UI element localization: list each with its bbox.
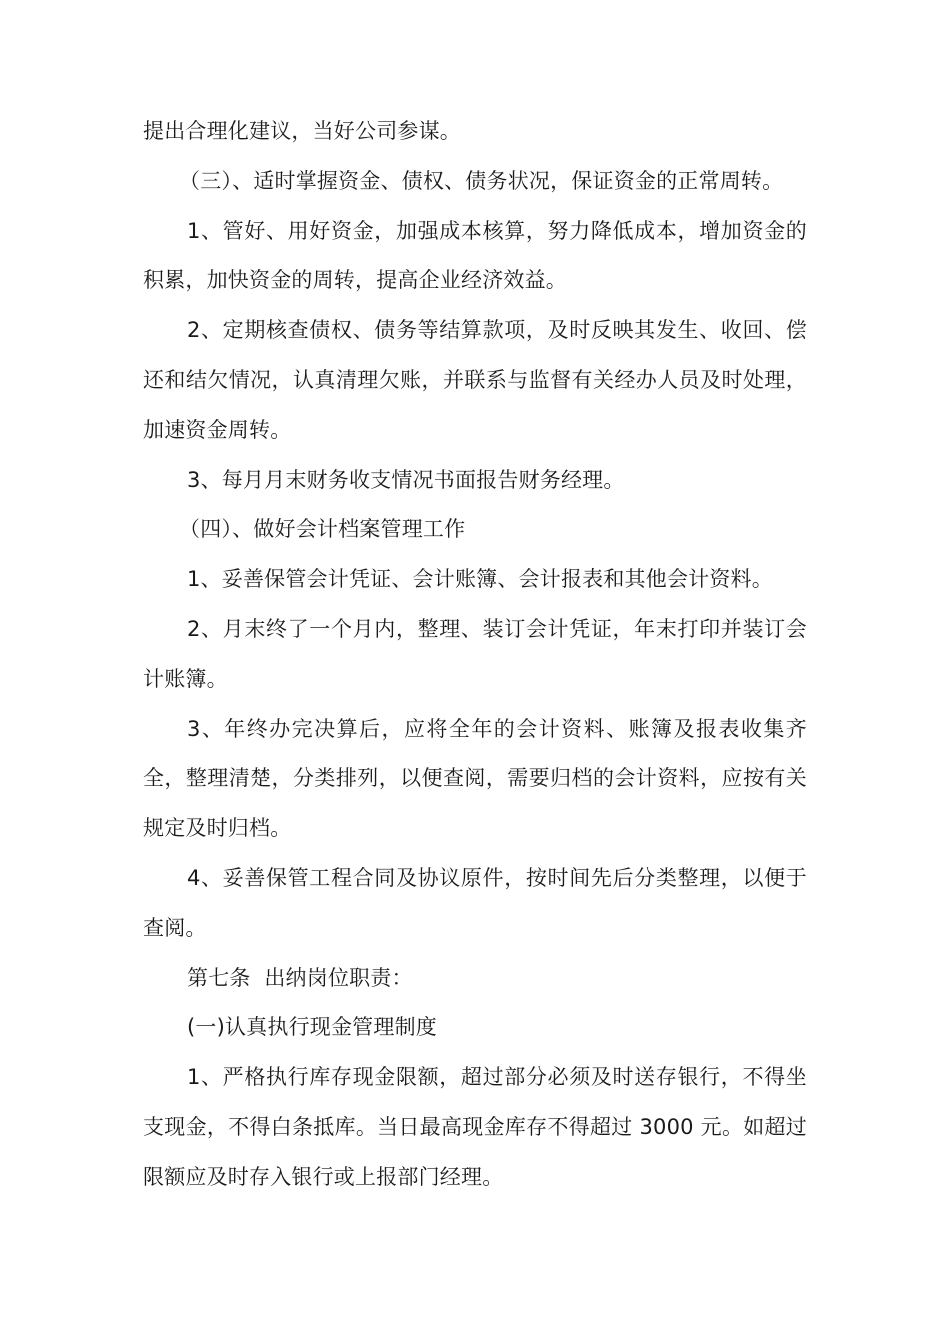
section-heading-4: （四）、做好会计档案管理工作 bbox=[179, 517, 466, 542]
paragraph-item-1: 1、妥善保管会计凭证、会计账簿、会计报表和其他会计资料。 bbox=[187, 567, 773, 592]
paragraph-item-2: 2、月末终了一个月内，整理、装订会计凭证，年末打印并装订会计账簿。 bbox=[143, 616, 807, 691]
paragraph-item-1: 1、管好、用好资金，加强成本核算，努力降低成本，增加资金的积累，加快资金的周转，提高企业经济效益。 bbox=[143, 218, 807, 293]
paragraph-item-3: 3、年终办完决算后，应将全年的会计资料、账簿及报表收集齐全，整理清楚，分类排列，以便查阅，需要归档的会计资料，应按有关规定及时归档。 bbox=[143, 716, 807, 841]
section-heading-3: （三）、适时掌握资金、债权、债务状况，保证资金的正常周转。 bbox=[179, 168, 784, 193]
paragraph-continuation: 提出合理化建议，当好公司参谋。 bbox=[143, 119, 461, 143]
subsection-heading: (一)认真执行现金管理制度 bbox=[187, 1015, 437, 1040]
paragraph-item-4: 4、妥善保管工程合同及协议原件，按时间先后分类整理，以便于查阅。 bbox=[143, 865, 807, 940]
paragraph-item-3: 3、每月月末财务收支情况书面报告财务经理。 bbox=[187, 467, 625, 492]
paragraph-item-1: 1、严格执行库存现金限额，超过部分必须及时送存银行，不得坐支现金，不得白条抵库。当日最高现金库存不得超过 3000 元。如超过限额应及时存入银行或上报部门经理。 bbox=[143, 1065, 807, 1189]
paragraph-item-2: 2、定期核查债权、债务等结算款项，及时反映其发生、收回、偿还和结欠情况，认真清理欠账，并联系与监督有关经办人员及时处理，加速资金周转。 bbox=[143, 318, 807, 442]
article-heading: 第七条 出纳岗位职责： bbox=[187, 965, 413, 990]
document-body bbox=[143, 107, 807, 1203]
